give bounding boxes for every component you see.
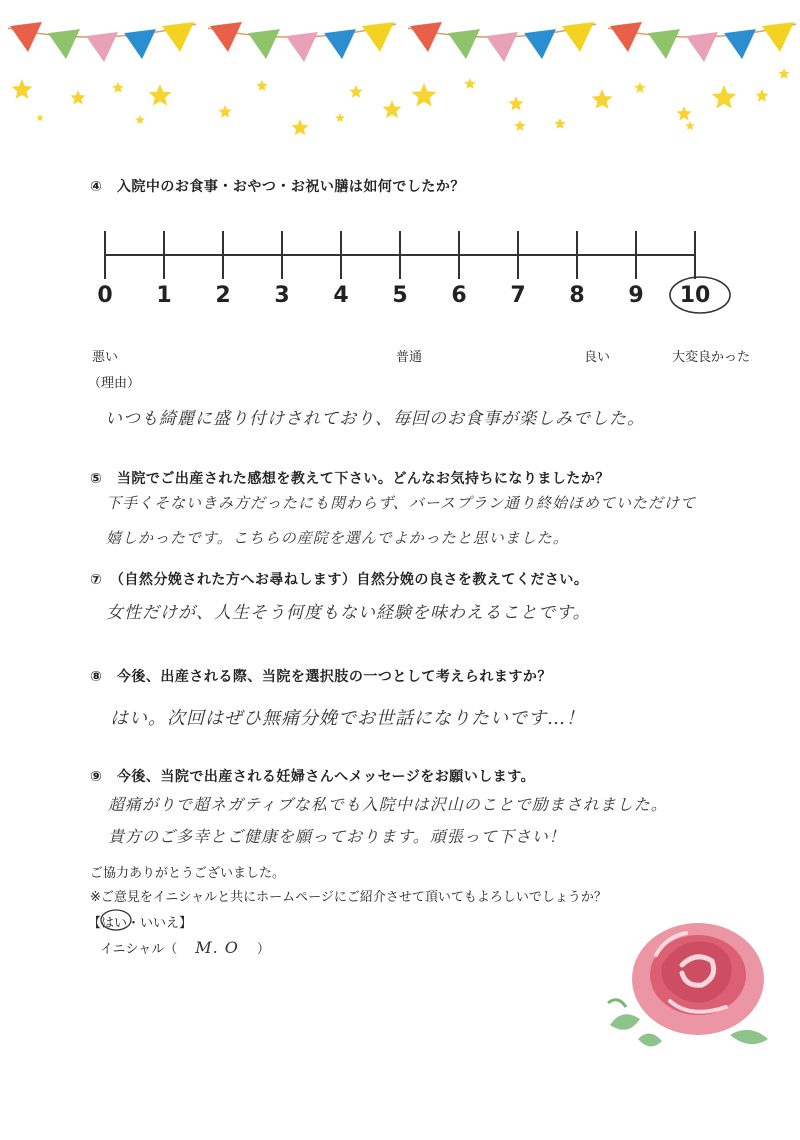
star-icon (508, 96, 523, 111)
bunting-flag (286, 32, 318, 62)
bunting-flag (524, 29, 556, 59)
star-icon (676, 106, 691, 121)
bunting-flag (410, 22, 442, 52)
initial-row (100, 938, 270, 957)
star-icon (514, 120, 525, 131)
bunting-flag (562, 22, 594, 52)
selected-circle (667, 274, 737, 318)
bunting-flag (486, 32, 518, 62)
bunting-flags (8, 22, 796, 62)
q7-answer: 女性だけが、人生そう何度もない経験を味わえることです。 (106, 603, 591, 623)
star-icon (712, 85, 737, 109)
rating-scale (95, 225, 735, 285)
initial-value: M. O (195, 938, 239, 957)
bunting-flag (248, 29, 280, 59)
bunting-flag (10, 22, 42, 52)
scale-number: 1 (156, 283, 172, 308)
q8-question: ⑧ 今後、出産される際、当院を選択肢の一つとして考えられますか？ (90, 669, 552, 685)
q8-answer: はい。次回はぜひ無痛分娩でお世話になりたいです…！ (110, 708, 585, 729)
star-icon (412, 83, 437, 107)
bunting-flag (762, 22, 794, 52)
stars-decoration (12, 68, 790, 135)
bunting-flag (448, 29, 480, 59)
reason-label: （理由） (88, 376, 141, 391)
rose-illustration (600, 915, 780, 1055)
q4-question: ④ 入院中のお食事・おやつ・お祝い膳は如何でしたか？ (90, 179, 465, 195)
star-icon (554, 118, 565, 129)
scale-number: 6 (451, 283, 467, 308)
bunting-flag (210, 22, 242, 52)
bunting-flag (124, 29, 156, 59)
star-icon (383, 100, 402, 118)
scale-number: 5 (392, 283, 408, 308)
star-icon (464, 78, 475, 89)
q5-question: ⑤ 当院でご出産された感想を教えて下さい。どんなお気持ちになりましたか？ (90, 471, 610, 487)
label-bad: 悪い (92, 350, 119, 365)
star-icon (592, 89, 613, 109)
q9-question: ⑨ 今後、当院で出産される妊婦さんへメッセージをお願いします。 (90, 769, 536, 785)
star-icon (634, 82, 645, 93)
label-very-good: 大変良かった (672, 350, 751, 365)
scale-number: 3 (274, 283, 290, 308)
q5-answer-line1: 下手くそないきみ方だったにも関わらず、バースプラン通り終始ほめていただけて (106, 494, 697, 512)
star-icon (70, 90, 85, 105)
bunting-flag (362, 22, 394, 52)
q9-answer-line1: 超痛がりで超ネガティブな私でも入院中は沢山のことで励まされました。 (108, 795, 668, 814)
scale-number: 10 (679, 283, 711, 308)
star-icon (335, 113, 345, 122)
bunting-flag (324, 29, 356, 59)
star-icon (218, 105, 231, 118)
bunting-flag (162, 22, 194, 52)
star-icon (685, 121, 695, 130)
scale-number: 2 (215, 283, 231, 308)
thanks-text: ご協力ありがとうございました。 (90, 866, 286, 881)
scale-numbers (95, 283, 735, 313)
scale-number: 8 (569, 283, 585, 308)
q4-answer: いつも綺麗に盛り付けされており、毎回のお食事が楽しみでした。 (105, 409, 645, 429)
star-icon (36, 114, 44, 121)
star-icon (291, 119, 308, 135)
bunting-flag (648, 29, 680, 59)
star-icon (112, 82, 123, 93)
consent-selected-circle (98, 908, 134, 932)
bunting-flag (686, 32, 718, 62)
q7-question: ⑦ （自然分娩された方へお尋ねします）自然分娩の良さを教えてください。 (90, 572, 589, 588)
bunting-flag (610, 22, 642, 52)
label-good: 良い (584, 350, 611, 365)
scale-number: 9 (628, 283, 644, 308)
star-icon (349, 85, 362, 98)
consent-options: 【はい・いいえ】 (88, 916, 193, 931)
bunting-flag (724, 29, 756, 59)
bunting-flag (48, 29, 80, 59)
bunting-banner (0, 0, 800, 140)
bunting-flag (86, 32, 118, 62)
q9-answer-line2: 貴方のご多幸とご健康を願っております。頑張って下さい！ (108, 827, 566, 846)
star-icon (256, 80, 267, 91)
star-icon (12, 79, 33, 99)
label-normal: 普通 (396, 350, 423, 365)
star-icon (755, 89, 768, 102)
star-icon (778, 68, 789, 79)
star-icon (149, 84, 172, 106)
q5-answer-line2: 嬉しかったです。こちらの産院を選んでよかったと思いました。 (106, 529, 569, 547)
scale-number: 7 (510, 283, 526, 308)
scale-number: 4 (333, 283, 349, 308)
rose-flower (632, 923, 764, 1035)
initial-close: ） (256, 942, 270, 957)
initial-label: イニシャル（ (100, 942, 178, 957)
scale-number: 0 (97, 283, 113, 308)
star-icon (135, 115, 145, 124)
consent-question: ※ご意見をイニシャルと共にホームページにご紹介させて頂いてもよろしいでしょうか？ (90, 890, 607, 905)
